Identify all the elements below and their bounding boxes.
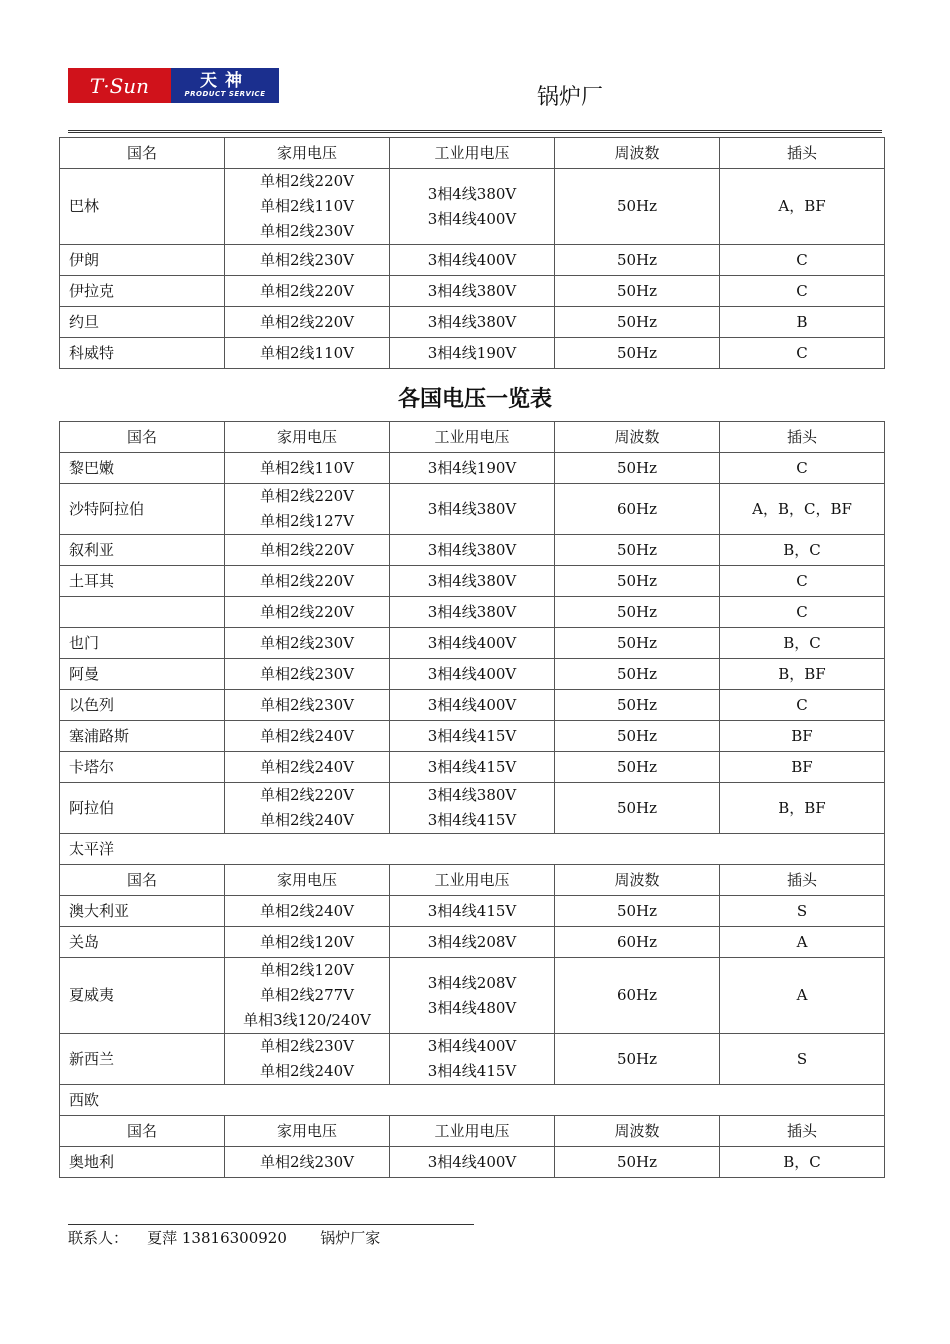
voltage-table-2 — [59, 421, 885, 1178]
industrial-voltage-cell — [390, 690, 555, 721]
home-voltage-cell-line: 单相2线240V — [259, 811, 354, 829]
industrial-voltage-cell — [390, 338, 555, 369]
country-cell: 阿拉伯 — [60, 783, 225, 834]
home-voltage-cell — [225, 169, 390, 245]
contact-label: 联系人： — [68, 1229, 129, 1247]
footer-rule — [68, 1224, 474, 1225]
home-voltage-cell-line: 单相2线120V — [259, 961, 354, 979]
industrial-voltage-cell-line: 3相4线415V — [427, 901, 517, 920]
footer-contact — [68, 1227, 380, 1248]
logo-en: PRODUCT SERVICE — [184, 90, 266, 98]
industrial-voltage-cell — [390, 307, 555, 338]
home-voltage-cell-line: 单相2线220V — [259, 602, 354, 621]
table-row — [60, 453, 885, 484]
table-row — [60, 245, 885, 276]
country-cell: 约旦 — [60, 307, 225, 338]
home-voltage-cell-line: 单相2线110V — [259, 343, 354, 362]
country-cell: 黎巴嫩 — [60, 453, 225, 484]
frequency-cell: 50Hz — [555, 307, 720, 338]
home-voltage-cell-line: 单相2线240V — [259, 757, 354, 776]
industrial-voltage-cell-line: 3相4线480V — [427, 998, 517, 1017]
column-header: 周波数 — [555, 865, 720, 896]
frequency-cell: 50Hz — [555, 338, 720, 369]
country-cell: 夏威夷 — [60, 958, 225, 1034]
table-row — [60, 169, 885, 245]
home-voltage-cell-line: 单相2线220V — [259, 281, 354, 300]
table-row — [60, 307, 885, 338]
frequency-cell: 50Hz — [555, 628, 720, 659]
header-row — [60, 422, 885, 453]
industrial-voltage-cell — [390, 1147, 555, 1178]
industrial-voltage-cell — [390, 752, 555, 783]
home-voltage-cell-line: 单相3线120/240V — [243, 1011, 371, 1029]
industrial-voltage-cell — [390, 276, 555, 307]
industrial-voltage-cell — [390, 245, 555, 276]
plug-cell: BF — [720, 752, 885, 783]
home-voltage-cell-line: 单相2线220V — [259, 540, 354, 559]
home-voltage-cell-line: 单相2线120V — [259, 932, 354, 951]
industrial-voltage-cell — [390, 927, 555, 958]
column-header: 家用电压 — [225, 138, 390, 169]
table-row — [60, 338, 885, 369]
plug-cell: B，C — [720, 628, 885, 659]
header-row — [60, 1116, 885, 1147]
column-header: 家用电压 — [225, 1116, 390, 1147]
country-cell — [60, 597, 225, 628]
country-cell: 沙特阿拉伯 — [60, 484, 225, 535]
plug-cell: B — [720, 307, 885, 338]
industrial-voltage-cell — [390, 597, 555, 628]
home-voltage-cell — [225, 958, 390, 1034]
country-cell: 奥地利 — [60, 1147, 225, 1178]
country-cell: 塞浦路斯 — [60, 721, 225, 752]
table-row — [60, 896, 885, 927]
country-cell: 叙利亚 — [60, 535, 225, 566]
country-cell: 伊朗 — [60, 245, 225, 276]
industrial-voltage-cell-line: 3相4线380V — [427, 540, 517, 559]
frequency-cell: 50Hz — [555, 453, 720, 484]
column-header: 国名 — [60, 422, 225, 453]
industrial-voltage-cell-line: 3相4线415V — [427, 757, 517, 776]
frequency-cell: 60Hz — [555, 484, 720, 535]
home-voltage-cell-line: 单相2线110V — [259, 197, 354, 215]
home-voltage-cell-line: 单相2线230V — [259, 664, 354, 683]
plug-cell: C — [720, 566, 885, 597]
frequency-cell: 60Hz — [555, 958, 720, 1034]
industrial-voltage-cell — [390, 484, 555, 535]
table-body — [60, 138, 885, 369]
column-header: 周波数 — [555, 138, 720, 169]
column-header: 工业用电压 — [390, 138, 555, 169]
home-voltage-cell-line: 单相2线220V — [259, 571, 354, 590]
industrial-voltage-cell-line: 3相4线380V — [427, 184, 517, 203]
home-voltage-cell-line: 单相2线220V — [259, 786, 354, 804]
logo-cn: 天神 — [200, 71, 250, 91]
home-voltage-cell-line: 单相2线277V — [259, 986, 354, 1004]
country-cell: 科威特 — [60, 338, 225, 369]
logo-mark — [171, 68, 279, 103]
region-row — [60, 834, 885, 865]
table-row — [60, 484, 885, 535]
industrial-voltage-cell — [390, 169, 555, 245]
industrial-voltage-cell-line: 3相4线380V — [427, 312, 517, 331]
home-voltage-cell-line: 单相2线220V — [259, 172, 354, 190]
column-header: 插头 — [720, 865, 885, 896]
industrial-voltage-cell — [390, 659, 555, 690]
home-voltage-cell — [225, 535, 390, 566]
industrial-voltage-cell — [390, 1034, 555, 1085]
home-voltage-cell-line: 单相2线230V — [259, 250, 354, 269]
plug-cell: B，BF — [720, 783, 885, 834]
voltage-table-1 — [59, 137, 885, 369]
industrial-voltage-cell-line: 3相4线400V — [427, 1037, 517, 1055]
industrial-voltage-cell-line: 3相4线208V — [427, 932, 517, 951]
frequency-cell: 50Hz — [555, 1034, 720, 1085]
industrial-voltage-cell-line: 3相4线400V — [427, 695, 517, 714]
country-cell: 巴林 — [60, 169, 225, 245]
home-voltage-cell — [225, 896, 390, 927]
industrial-voltage-cell — [390, 628, 555, 659]
contact-name: 夏萍 — [147, 1229, 178, 1247]
home-voltage-cell — [225, 453, 390, 484]
home-voltage-cell — [225, 276, 390, 307]
header-rule — [68, 130, 882, 133]
column-header: 家用电压 — [225, 865, 390, 896]
home-voltage-cell — [225, 721, 390, 752]
table-row — [60, 628, 885, 659]
country-cell: 也门 — [60, 628, 225, 659]
logo-latin: T·Sun — [68, 68, 171, 103]
home-voltage-cell-line: 单相2线127V — [259, 512, 354, 530]
column-header: 国名 — [60, 865, 225, 896]
industrial-voltage-cell — [390, 535, 555, 566]
industrial-voltage-cell-line: 3相4线400V — [427, 633, 517, 652]
industrial-voltage-cell-line: 3相4线190V — [427, 343, 517, 362]
industrial-voltage-cell-line: 3相4线208V — [427, 973, 517, 992]
frequency-cell: 50Hz — [555, 597, 720, 628]
plug-cell: B，C — [720, 1147, 885, 1178]
plug-cell: BF — [720, 721, 885, 752]
frequency-cell: 60Hz — [555, 927, 720, 958]
industrial-voltage-cell-line: 3相4线400V — [427, 1152, 517, 1171]
column-header: 工业用电压 — [390, 865, 555, 896]
frequency-cell: 50Hz — [555, 783, 720, 834]
frequency-cell: 50Hz — [555, 169, 720, 245]
industrial-voltage-cell — [390, 721, 555, 752]
home-voltage-cell — [225, 659, 390, 690]
home-voltage-cell — [225, 628, 390, 659]
frequency-cell: 50Hz — [555, 566, 720, 597]
frequency-cell: 50Hz — [555, 721, 720, 752]
plug-cell: A — [720, 958, 885, 1034]
home-voltage-cell — [225, 690, 390, 721]
country-cell: 澳大利亚 — [60, 896, 225, 927]
table-row — [60, 721, 885, 752]
table-row — [60, 597, 885, 628]
home-voltage-cell — [225, 484, 390, 535]
home-voltage-cell-line: 单相2线230V — [259, 633, 354, 652]
plug-cell: B，BF — [720, 659, 885, 690]
company-logo — [68, 68, 279, 103]
industrial-voltage-cell-line: 3相4线380V — [427, 602, 517, 621]
home-voltage-cell-line: 单相2线220V — [259, 312, 354, 331]
home-voltage-cell — [225, 1147, 390, 1178]
column-header: 国名 — [60, 1116, 225, 1147]
industrial-voltage-cell-line: 3相4线380V — [427, 571, 517, 590]
country-cell: 卡塔尔 — [60, 752, 225, 783]
frequency-cell: 50Hz — [555, 245, 720, 276]
table-row — [60, 927, 885, 958]
section-title: 各国电压一览表 — [397, 387, 552, 412]
home-voltage-cell-line: 单相2线230V — [259, 1152, 354, 1171]
table-row — [60, 1034, 885, 1085]
industrial-voltage-cell — [390, 896, 555, 927]
frequency-cell: 50Hz — [555, 535, 720, 566]
plug-cell: C — [720, 597, 885, 628]
industrial-voltage-cell-line: 3相4线380V — [427, 281, 517, 300]
home-voltage-cell-line: 单相2线220V — [259, 487, 354, 505]
plug-cell: C — [720, 453, 885, 484]
plug-cell: C — [720, 276, 885, 307]
industrial-voltage-cell-line: 3相4线400V — [427, 250, 517, 269]
home-voltage-cell — [225, 245, 390, 276]
plug-cell: C — [720, 690, 885, 721]
plug-cell: S — [720, 1034, 885, 1085]
home-voltage-cell — [225, 927, 390, 958]
table-row — [60, 752, 885, 783]
column-header: 工业用电压 — [390, 1116, 555, 1147]
plug-cell: S — [720, 896, 885, 927]
industrial-voltage-cell — [390, 783, 555, 834]
industrial-voltage-cell-line: 3相4线400V — [427, 209, 517, 228]
plug-cell: A，BF — [720, 169, 885, 245]
header-title: 锅炉厂 — [537, 85, 604, 110]
country-cell: 阿曼 — [60, 659, 225, 690]
column-header: 插头 — [720, 1116, 885, 1147]
industrial-voltage-cell-line: 3相4线415V — [427, 1062, 517, 1080]
table-row — [60, 783, 885, 834]
header-row — [60, 865, 885, 896]
region-row — [60, 1085, 885, 1116]
region-label: 太平洋 — [60, 834, 885, 865]
plug-cell: C — [720, 338, 885, 369]
frequency-cell: 50Hz — [555, 752, 720, 783]
column-header: 周波数 — [555, 422, 720, 453]
home-voltage-cell-line: 单相2线240V — [259, 901, 354, 920]
column-header: 插头 — [720, 422, 885, 453]
column-header: 周波数 — [555, 1116, 720, 1147]
country-cell: 关岛 — [60, 927, 225, 958]
plug-cell: A，B，C，BF — [720, 484, 885, 535]
home-voltage-cell — [225, 597, 390, 628]
home-voltage-cell-line: 单相2线230V — [259, 695, 354, 714]
table-body — [60, 422, 885, 1178]
home-voltage-cell — [225, 1034, 390, 1085]
table-row — [60, 535, 885, 566]
industrial-voltage-cell — [390, 958, 555, 1034]
frequency-cell: 50Hz — [555, 276, 720, 307]
industrial-voltage-cell-line: 3相4线415V — [427, 726, 517, 745]
industrial-voltage-cell-line: 3相4线190V — [427, 458, 517, 477]
column-header: 插头 — [720, 138, 885, 169]
industrial-voltage-cell-line: 3相4线380V — [427, 786, 517, 804]
table-row — [60, 566, 885, 597]
plug-cell: B，C — [720, 535, 885, 566]
industrial-voltage-cell-line: 3相4线400V — [427, 664, 517, 683]
table-row — [60, 1147, 885, 1178]
plug-cell: C — [720, 245, 885, 276]
home-voltage-cell — [225, 566, 390, 597]
column-header: 工业用电压 — [390, 422, 555, 453]
table-row — [60, 659, 885, 690]
home-voltage-cell-line: 单相2线240V — [259, 726, 354, 745]
plug-cell: A — [720, 927, 885, 958]
region-label: 西欧 — [60, 1085, 885, 1116]
home-voltage-cell — [225, 307, 390, 338]
home-voltage-cell-line: 单相2线240V — [259, 1062, 354, 1080]
industrial-voltage-cell — [390, 566, 555, 597]
contact-phone: 13816300920 — [181, 1229, 287, 1247]
home-voltage-cell — [225, 783, 390, 834]
home-voltage-cell-line: 单相2线230V — [259, 222, 354, 240]
table-row — [60, 958, 885, 1034]
country-cell: 土耳其 — [60, 566, 225, 597]
table-row — [60, 276, 885, 307]
industrial-voltage-cell-line: 3相4线380V — [427, 499, 517, 518]
country-cell: 新西兰 — [60, 1034, 225, 1085]
header-row — [60, 138, 885, 169]
company-name: 锅炉厂家 — [320, 1229, 381, 1247]
frequency-cell: 50Hz — [555, 896, 720, 927]
industrial-voltage-cell — [390, 453, 555, 484]
home-voltage-cell — [225, 338, 390, 369]
home-voltage-cell — [225, 752, 390, 783]
country-cell: 以色列 — [60, 690, 225, 721]
home-voltage-cell-line: 单相2线230V — [259, 1037, 354, 1055]
table-row — [60, 690, 885, 721]
home-voltage-cell-line: 单相2线110V — [259, 458, 354, 477]
frequency-cell: 50Hz — [555, 1147, 720, 1178]
column-header: 家用电压 — [225, 422, 390, 453]
country-cell: 伊拉克 — [60, 276, 225, 307]
column-header: 国名 — [60, 138, 225, 169]
frequency-cell: 50Hz — [555, 659, 720, 690]
industrial-voltage-cell-line: 3相4线415V — [427, 811, 517, 829]
frequency-cell: 50Hz — [555, 690, 720, 721]
